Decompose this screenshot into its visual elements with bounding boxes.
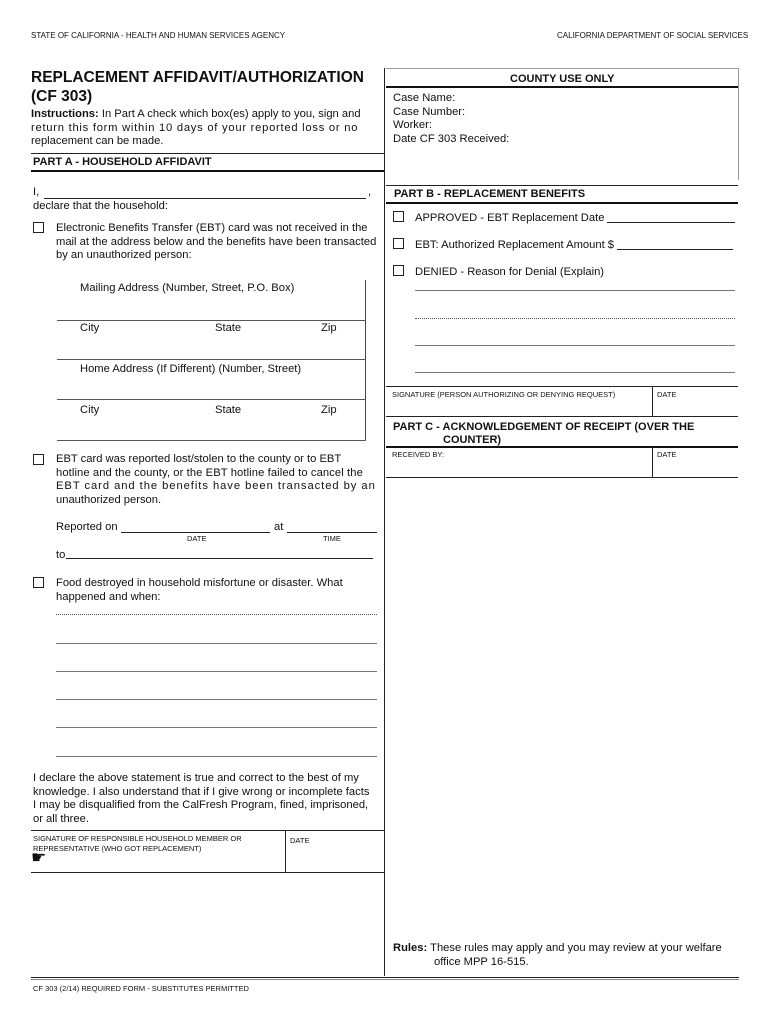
ebt-lost-line1: EBT card was reported lost/stolen to the county or to EBT	[56, 453, 342, 465]
mailing-address-field[interactable]	[57, 320, 366, 321]
part-c-date-label: DATE	[657, 450, 677, 459]
case-name-label: Case Name:	[393, 92, 456, 104]
explain-line-1[interactable]	[56, 614, 377, 615]
declaration-line3: I may be disqualified from the CalFresh Program, fined, imprisoned,	[33, 799, 369, 812]
worker-label: Worker:	[393, 119, 432, 132]
at-label: at	[274, 521, 284, 533]
part-c-top-rule	[386, 416, 738, 417]
part-a-bar	[31, 170, 384, 172]
county-box-top	[386, 68, 739, 69]
declaration-line2: knowledge. I also understand that if I give wrong or incomplete facts	[33, 785, 370, 798]
instructions-label: Instructions:	[31, 108, 99, 120]
declare-text: declare that the household:	[33, 200, 168, 212]
explain-line-4[interactable]	[56, 699, 377, 700]
part-c-bottom-rule	[386, 477, 738, 478]
signature-a-line2: REPRESENTATIVE (WHO GOT REPLACEMENT)	[33, 843, 202, 853]
footer-rule-2	[31, 979, 739, 980]
signature-a-bottom-rule	[31, 872, 384, 873]
approved-checkbox[interactable]	[393, 211, 404, 222]
denial-reason-line-2[interactable]	[415, 318, 735, 319]
form-title-line2: (CF 303)	[31, 88, 93, 105]
zip-label-2: Zip	[321, 404, 337, 416]
county-fields	[393, 92, 509, 146]
home-address-field[interactable]	[57, 399, 366, 400]
declaration-text	[33, 772, 383, 826]
denied-checkbox[interactable]	[393, 265, 404, 276]
part-a-top-rule	[31, 153, 384, 154]
denial-reason-line-3[interactable]	[415, 345, 735, 346]
state-label-2: State	[215, 404, 242, 416]
footer-rule-1	[31, 977, 739, 978]
part-b-signature-field[interactable]	[390, 400, 648, 414]
ebt-not-received-line3: by an unauthorized person:	[56, 249, 192, 262]
signature-a-date-label: DATE	[290, 836, 310, 845]
reported-to-field[interactable]	[66, 558, 373, 559]
instructions-text2: return this form within 10 days of your reported loss or no	[31, 121, 359, 134]
approved-label: APPROVED - EBT Replacement Date	[415, 212, 605, 224]
rules-text	[393, 942, 738, 969]
mailing-city-field[interactable]	[57, 359, 366, 360]
i-label: I,	[33, 186, 40, 198]
form-title	[31, 68, 364, 106]
name-comma: ,	[368, 186, 372, 198]
signature-a-line1: SIGNATURE OF RESPONSIBLE HOUSEHOLD MEMBER OR	[33, 834, 242, 843]
ebt-lost-line2: hotline and the county, or the EBT hotline failed to cancel the	[56, 466, 363, 479]
county-use-title: COUNTY USE ONLY	[510, 73, 615, 85]
explain-line-2[interactable]	[56, 643, 377, 644]
part-c-date-field[interactable]	[656, 460, 736, 475]
to-label: to	[56, 549, 66, 561]
reported-on-label: Reported on	[56, 521, 118, 533]
declaration-line4: or all three.	[33, 812, 89, 825]
part-b-signature-rule	[386, 386, 738, 387]
food-destroyed-checkbox[interactable]	[33, 577, 44, 588]
date-received-label: Date CF 303 Received:	[393, 132, 510, 145]
city-label-1: City	[80, 322, 100, 334]
form-title-line1: REPLACEMENT AFFIDAVIT/AUTHORIZATION	[31, 69, 364, 86]
part-c-bar	[386, 446, 738, 448]
part-c-divider	[652, 447, 653, 477]
food-destroyed-text	[56, 577, 378, 604]
part-b-date-field[interactable]	[656, 400, 736, 414]
part-c-title-line2: COUNTER)	[443, 433, 502, 446]
instructions-text3: replacement can be made.	[31, 135, 164, 148]
explain-line-3[interactable]	[56, 671, 377, 672]
replacement-amount-field[interactable]	[617, 249, 733, 250]
explain-line-6[interactable]	[56, 756, 377, 757]
rules-line2: office MPP 16-515.	[434, 955, 529, 968]
denied-label: DENIED - Reason for Denial (Explain)	[415, 266, 605, 278]
ebt-lost-text	[56, 453, 378, 507]
part-b-top-rule	[386, 185, 738, 186]
county-box-right	[738, 68, 739, 180]
department-header: CALIFORNIA DEPARTMENT OF SOCIAL SERVICES	[557, 31, 749, 40]
ebt-not-received-text	[56, 222, 378, 263]
signature-a-top-rule	[31, 830, 384, 831]
part-c-title-line1: PART C - ACKNOWLEDGEMENT OF RECEIPT (OVER THE	[393, 421, 695, 433]
state-label-1: State	[215, 322, 242, 334]
address-box	[57, 280, 366, 440]
ebt-lost-line4: unauthorized person.	[56, 493, 162, 506]
agency-header: STATE OF CALIFORNIA - HEALTH AND HUMAN SERVICES AGENCY	[31, 31, 286, 40]
city-label-2: City	[80, 404, 100, 416]
instructions-text1: In Part A check which box(es) apply to you, sign and	[98, 108, 361, 120]
food-destroyed-line2: happened and when:	[56, 590, 161, 603]
received-by-label: RECEIVED BY:	[392, 450, 445, 459]
received-by-field[interactable]	[390, 460, 648, 475]
column-divider	[384, 68, 385, 976]
part-c-title	[393, 421, 694, 446]
home-address-label: Home Address (If Different) (Number, Street)	[80, 363, 302, 375]
signature-a-date-field[interactable]	[288, 850, 382, 870]
mailing-address-label: Mailing Address (Number, Street, P.O. Box)	[80, 282, 295, 294]
denial-reason-line-4[interactable]	[415, 372, 735, 373]
part-b-signature-divider	[652, 386, 653, 416]
case-number-label: Case Number:	[393, 105, 466, 118]
ebt-not-received-line1: Electronic Benefits Transfer (EBT) card was not received in the	[56, 222, 368, 234]
part-b-date-label: DATE	[657, 390, 677, 399]
food-destroyed-line1: Food destroyed in household misfortune or disaster. What	[56, 577, 343, 589]
time-caption: TIME	[323, 534, 341, 543]
reported-date-field[interactable]	[121, 532, 270, 533]
ebt-not-received-checkbox[interactable]	[33, 222, 44, 233]
replacement-date-field[interactable]	[607, 222, 735, 223]
denial-reason-line-1[interactable]	[415, 290, 735, 291]
ebt-amount-label: EBT: Authorized Replacement Amount $	[415, 239, 615, 251]
date-caption: DATE	[187, 534, 207, 543]
ebt-not-received-line2: mail at the address below and the benefits have been transacted	[56, 235, 377, 248]
county-title-bar	[386, 86, 738, 88]
part-b-title: PART B - REPLACEMENT BENEFITS	[394, 188, 586, 200]
signature-a-divider	[285, 830, 286, 872]
part-b-bar	[386, 202, 738, 204]
name-field[interactable]	[44, 198, 366, 199]
ebt-lost-checkbox[interactable]	[33, 454, 44, 465]
rules-line1: These rules may apply and you may review at your welfare	[427, 942, 722, 954]
rules-label: Rules:	[393, 942, 428, 954]
signature-a-field[interactable]	[60, 850, 282, 870]
home-city-field[interactable]	[57, 440, 366, 441]
ebt-lost-line3: EBT card and the benefits have been transacted by an	[56, 480, 376, 493]
reported-time-field[interactable]	[287, 532, 377, 533]
part-b-signature-label: SIGNATURE (PERSON AUTHORIZING OR DENYING REQUEST)	[392, 390, 616, 399]
part-a-title: PART A - HOUSEHOLD AFFIDAVIT	[33, 156, 212, 168]
instructions	[31, 108, 376, 149]
declaration-line1: I declare the above statement is true and correct to the best of my	[33, 772, 359, 784]
form-id-footer: CF 303 (2/14) REQUIRED FORM - SUBSTITUTES PERMITTED	[33, 984, 249, 993]
zip-label-1: Zip	[321, 322, 337, 334]
explain-line-5[interactable]	[56, 727, 377, 728]
pointing-hand-icon: ☛	[31, 848, 47, 867]
ebt-amount-checkbox[interactable]	[393, 238, 404, 249]
